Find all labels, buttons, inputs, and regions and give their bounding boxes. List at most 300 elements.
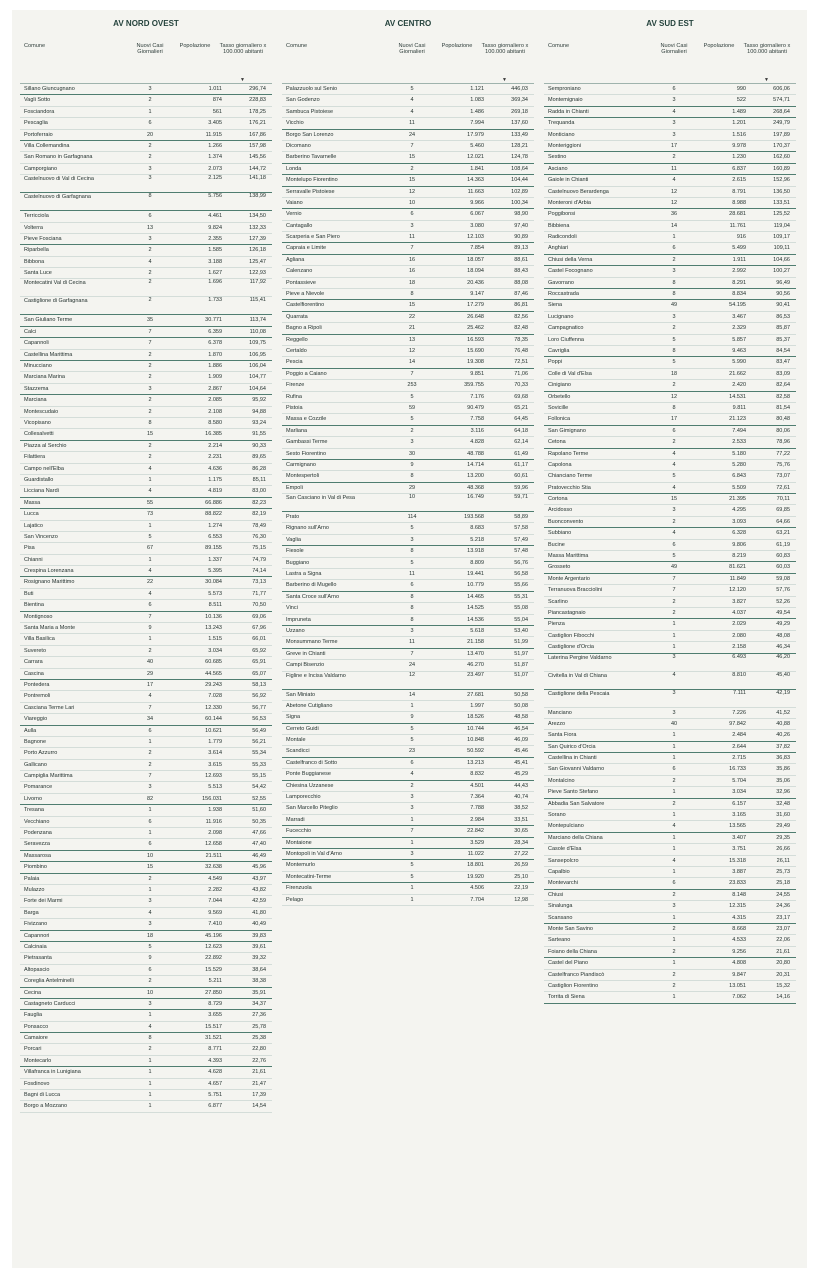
cell-nuovi-casi: 1 [410, 816, 414, 823]
cell-tasso: 106,04 [249, 363, 266, 370]
cell-popolazione: 1.515 [208, 636, 222, 643]
table-row [20, 976, 272, 987]
cell-tasso: 34,37 [252, 1000, 266, 1007]
cell-comune: Pomarance [24, 784, 53, 791]
table-row [544, 449, 796, 460]
cell-nuovi-casi: 1 [672, 789, 676, 796]
cell-tasso: 29,49 [776, 823, 790, 830]
table-row [282, 860, 534, 871]
cell-nuovi-casi: 11 [409, 571, 415, 578]
cell-nuovi-casi: 3 [410, 439, 414, 446]
cell-comune: Greve in Chianti [286, 650, 326, 657]
cell-nuovi-casi: 1 [672, 994, 676, 1001]
cell-comune: Sansepolcro [548, 857, 579, 864]
cell-tasso: 40,49 [252, 921, 266, 928]
cell-comune: Licciana Nardi [24, 488, 59, 495]
cell-tasso: 46,09 [514, 737, 528, 744]
cell-nuovi-casi: 4 [672, 461, 676, 468]
cell-comune: San Casciano in Val di Pesa [286, 495, 355, 502]
cell-comune: Subbiano [548, 530, 572, 537]
table-row [20, 828, 272, 839]
cell-comune: Montopoli in Val d'Arno [286, 851, 342, 857]
table-row [20, 395, 272, 406]
table-row [20, 384, 272, 395]
header-tasso[interactable]: Tasso giornaliero x 100.000 abitanti [219, 43, 267, 56]
cell-popolazione: 6.843 [732, 473, 746, 480]
cell-tasso: 88,61 [514, 256, 528, 263]
cell-tasso: 23,17 [776, 914, 790, 921]
cell-popolazione: 1.175 [208, 476, 222, 483]
cell-tasso: 93,24 [252, 419, 266, 426]
header-comune[interactable]: Comune [24, 43, 46, 49]
cell-tasso: 28,34 [514, 839, 528, 846]
cell-popolazione: 5.180 [732, 450, 746, 457]
cell-nuovi-casi: 6 [148, 841, 152, 848]
cell-popolazione: 23.833 [729, 880, 746, 887]
cell-tasso: 119,04 [773, 222, 790, 229]
cell-tasso: 73,13 [252, 579, 266, 586]
cell-tasso: 44,43 [514, 782, 528, 789]
cell-comune: Pieve Fosciana [24, 235, 62, 242]
header-popolazione[interactable]: Popolazione [441, 43, 473, 49]
cell-popolazione: 2.029 [732, 621, 746, 628]
cell-tasso: 45,96 [252, 864, 266, 871]
table-row [20, 475, 272, 486]
column-av-sud-est [544, 10, 796, 1004]
cell-tasso: 51,99 [514, 639, 528, 646]
cell-popolazione: 8.291 [732, 279, 746, 286]
table-row [20, 714, 272, 725]
table-header [20, 42, 272, 84]
cell-popolazione: 7.176 [470, 393, 484, 400]
cell-comune: Aulla [24, 727, 37, 734]
cell-tasso: 65,21 [514, 404, 528, 411]
header-comune[interactable]: Comune [548, 43, 570, 49]
cell-comune: Castagneto Carducci [24, 1000, 76, 1007]
header-nuovi-casi[interactable]: Nuovi Casi Giornalieri [660, 43, 688, 56]
cell-tasso: 63,21 [776, 530, 790, 537]
cell-nuovi-casi: 5 [410, 873, 414, 880]
table-row [20, 532, 272, 543]
cell-popolazione: 10.779 [467, 582, 484, 589]
cell-nuovi-casi: 6 [410, 582, 414, 589]
table-row [282, 626, 534, 637]
cell-popolazione: 14.714 [467, 461, 484, 468]
cell-popolazione: 10.848 [467, 737, 484, 744]
cell-tasso: 21,61 [776, 948, 790, 955]
cell-comune: Castelnuovo di Garfagnana [24, 194, 91, 201]
cell-tasso: 137,60 [511, 120, 528, 127]
cell-tasso: 110,08 [249, 328, 266, 335]
cell-tasso: 61,17 [514, 461, 528, 468]
cell-tasso: 39,32 [252, 955, 266, 962]
table-row [282, 494, 534, 512]
table-row [544, 175, 796, 186]
table-row [282, 523, 534, 534]
cell-tasso: 55,08 [514, 605, 528, 612]
cell-tasso: 76,30 [252, 533, 266, 540]
cell-popolazione: 8.683 [470, 525, 484, 532]
cell-comune: Calci [24, 328, 37, 335]
cell-comune: Villafranca in Lunigiana [24, 1069, 81, 1076]
cell-tasso: 109,75 [249, 340, 266, 347]
sort-desc-icon[interactable]: ▼ [764, 77, 769, 83]
table-row [20, 164, 272, 175]
table-row [544, 118, 796, 129]
table-row [20, 862, 272, 873]
cell-nuovi-casi: 49 [670, 564, 678, 571]
cell-comune: Castelfiorentino [286, 302, 325, 309]
sort-desc-icon[interactable]: ▼ [240, 77, 245, 83]
table-row [544, 821, 796, 832]
table-row [20, 350, 272, 361]
cell-popolazione: 1.337 [208, 556, 222, 563]
cell-tasso: 55,04 [514, 616, 528, 623]
cell-nuovi-casi: 3 [148, 921, 152, 928]
cell-popolazione: 90.479 [467, 404, 484, 411]
cell-tasso: 12,98 [514, 896, 528, 903]
cell-popolazione: 4.506 [470, 885, 484, 892]
cell-popolazione: 6.837 [732, 165, 746, 172]
cell-comune: Scarperia e San Piero [286, 234, 340, 241]
table-row [544, 141, 796, 152]
cell-popolazione: 1.011 [208, 86, 222, 92]
cell-comune: Marradi [286, 816, 305, 823]
header-comune[interactable]: Comune [286, 43, 308, 49]
cell-comune: Arezzo [548, 720, 566, 727]
cell-popolazione: 8.832 [470, 771, 484, 778]
cell-comune: Castel Focognano [548, 268, 593, 275]
cell-nuovi-casi: 1 [672, 869, 676, 875]
cell-nuovi-casi: 1 [410, 839, 414, 846]
cell-popolazione: 7.028 [208, 693, 222, 700]
cell-tasso: 82,64 [776, 382, 790, 389]
cell-popolazione: 11.022 [467, 851, 484, 857]
cell-comune: Pieve a Nievole [286, 291, 325, 298]
cell-nuovi-casi: 8 [672, 347, 676, 354]
cell-popolazione: 7.226 [732, 709, 746, 716]
cell-tasso: 78,96 [776, 439, 790, 446]
cell-comune: Semproniano [548, 86, 581, 92]
cell-tasso: 29,35 [776, 834, 790, 841]
cell-popolazione: 9.966 [470, 199, 484, 206]
cell-comune: Monteroni d'Arbia [548, 199, 591, 206]
cell-comune: Pietrasanta [24, 955, 52, 962]
cell-comune: Pratovecchio Stia [548, 484, 591, 491]
cell-comune: Casole d'Elsa [548, 846, 582, 853]
cell-comune: Castelfranco Piandiscò [548, 971, 605, 978]
cell-nuovi-casi: 10 [146, 989, 154, 996]
cell-comune: Lamporecchio [286, 794, 321, 801]
cell-nuovi-casi: 4 [672, 108, 676, 115]
table-row [282, 792, 534, 803]
cell-popolazione: 12.315 [729, 903, 746, 910]
cell-popolazione: 1.870 [208, 351, 222, 358]
cell-comune: Pistoia [286, 404, 303, 411]
cell-tasso: 55,31 [514, 593, 528, 600]
table-row [282, 849, 534, 860]
cell-tasso: 82,48 [514, 325, 528, 332]
cell-nuovi-casi: 17 [670, 142, 678, 149]
cell-popolazione: 4.808 [732, 960, 746, 967]
cell-popolazione: 9.256 [732, 948, 746, 955]
table-row [282, 312, 534, 323]
cell-comune: Cerreto Guidi [286, 725, 319, 732]
cell-comune: Buti [24, 590, 34, 597]
cell-comune: Colle di Val d'Elsa [548, 370, 592, 377]
cell-popolazione: 22.842 [467, 828, 484, 835]
cell-comune: Sarteano [548, 937, 571, 944]
cell-popolazione: 1.201 [732, 120, 746, 127]
cell-comune: Rapolano Terme [548, 450, 589, 457]
cell-comune: Orbetello [548, 393, 571, 400]
cell-tasso: 88,43 [514, 268, 528, 275]
table-row [20, 84, 272, 95]
table-row [282, 221, 534, 232]
cell-tasso: 71,06 [514, 370, 528, 377]
table-row [20, 1022, 272, 1033]
table-row [20, 257, 272, 268]
table-row [20, 771, 272, 782]
table-row [20, 1067, 272, 1078]
table-row [20, 1101, 272, 1112]
cell-tasso: 133,49 [511, 131, 528, 138]
cell-comune: Pescaglia [24, 120, 48, 127]
cell-popolazione: 9.811 [732, 404, 746, 411]
cell-popolazione: 3.188 [208, 258, 222, 265]
cell-comune: Foiano della Chiana [548, 948, 597, 955]
cell-tasso: 51,87 [514, 662, 528, 669]
cell-comune: Cinigiano [548, 382, 571, 389]
cell-tasso: 144,72 [249, 165, 266, 172]
cell-tasso: 95,92 [252, 397, 266, 404]
column-av-centro [282, 10, 534, 906]
table-row [20, 407, 272, 418]
cell-comune: Seravezza [24, 841, 50, 848]
cell-popolazione: 5.751 [208, 1092, 222, 1099]
cell-tasso: 46,20 [776, 653, 790, 660]
header-nuovi-casi[interactable]: Nuovi Casi Giornalieri [136, 43, 164, 56]
cell-comune: Ponte Buggianese [286, 771, 331, 778]
table-row [282, 535, 534, 546]
cell-nuovi-casi: 23 [408, 748, 416, 755]
cell-comune: San Marcello Piteglio [286, 805, 338, 812]
cell-comune: Massarosa [24, 852, 51, 859]
cell-comune: Castiglion Fibocchi [548, 632, 595, 639]
cell-comune: Massa [24, 499, 41, 506]
cell-nuovi-casi: 12 [670, 199, 678, 206]
cell-tasso: 65,92 [252, 647, 266, 654]
cell-tasso: 27,22 [514, 851, 528, 857]
cell-comune: Viareggio [24, 716, 48, 723]
cell-nuovi-casi: 8 [148, 419, 152, 426]
cell-comune: Terranuova Bracciolini [548, 587, 603, 594]
cell-popolazione: 1.886 [208, 363, 222, 370]
cell-popolazione: 8.791 [732, 188, 746, 195]
table-row [20, 338, 272, 349]
cell-tasso: 46,54 [514, 725, 528, 732]
cell-popolazione: 9.806 [732, 541, 746, 548]
table-row [20, 600, 272, 611]
table-row [20, 566, 272, 577]
column-title: AV SUD EST [646, 19, 694, 28]
table-row [20, 279, 272, 297]
cell-popolazione: 5.704 [732, 777, 746, 784]
table-row [20, 577, 272, 588]
cell-nuovi-casi: 4 [148, 258, 152, 265]
table-row [544, 107, 796, 118]
cell-nuovi-casi: 1 [410, 885, 414, 892]
cell-nuovi-casi: 16 [408, 268, 416, 275]
cell-comune: Cetona [548, 439, 566, 446]
cell-nuovi-casi: 1 [148, 108, 152, 115]
cell-comune: Gallicano [24, 761, 47, 768]
cell-nuovi-casi: 29 [408, 484, 416, 491]
table-row [20, 297, 272, 315]
cell-nuovi-casi: 2 [148, 875, 152, 882]
table-row [544, 981, 796, 992]
cell-popolazione: 6.378 [208, 340, 222, 347]
cell-nuovi-casi: 4 [148, 568, 152, 575]
cell-nuovi-casi: 14 [670, 222, 678, 229]
table-row [282, 198, 534, 209]
cell-nuovi-casi: 6 [148, 818, 152, 825]
cell-popolazione: 3.615 [208, 761, 222, 768]
cell-nuovi-casi: 55 [146, 499, 154, 506]
cell-comune: San Miniato [286, 691, 316, 698]
table-row [20, 521, 272, 532]
cell-comune: Montaione [286, 839, 312, 846]
table-row [282, 603, 534, 614]
table-row [282, 243, 534, 254]
table-row [282, 758, 534, 769]
table-row [282, 403, 534, 414]
cell-comune: Agliana [286, 256, 305, 263]
table-row [282, 278, 534, 289]
table-row [544, 787, 796, 798]
cell-nuovi-casi: 8 [410, 605, 414, 612]
cell-nuovi-casi: 40 [146, 659, 154, 666]
cell-comune: Montescudaio [24, 408, 59, 415]
cell-tasso: 55,33 [252, 761, 266, 768]
cell-tasso: 128,21 [511, 142, 528, 149]
cell-popolazione: 6.359 [208, 328, 222, 335]
cell-tasso: 100,34 [511, 199, 528, 206]
cell-popolazione: 7.111 [733, 689, 746, 696]
cell-popolazione: 2.085 [208, 397, 222, 404]
cell-nuovi-casi: 8 [148, 193, 152, 200]
cell-nuovi-casi: 2 [148, 454, 152, 461]
header-popolazione[interactable]: Popolazione [703, 43, 735, 49]
cell-tasso: 75,76 [776, 461, 790, 468]
cell-nuovi-casi: 6 [672, 86, 676, 92]
header-popolazione[interactable]: Popolazione [179, 43, 211, 49]
cell-nuovi-casi: 3 [672, 653, 676, 660]
table-row [282, 152, 534, 163]
cell-tasso: 55,15 [252, 773, 266, 780]
cell-popolazione: 45.196 [205, 932, 222, 939]
header-tasso[interactable]: Tasso giornaliero x 100.000 abitanti [743, 43, 791, 56]
table-row [20, 464, 272, 475]
cell-nuovi-casi: 40 [670, 720, 678, 727]
cell-popolazione: 7.854 [470, 245, 484, 252]
cell-popolazione: 31.521 [205, 1035, 222, 1042]
cell-popolazione: 4.828 [470, 439, 484, 446]
header-nuovi-casi[interactable]: Nuovi Casi Giornalieri [398, 43, 426, 56]
cell-comune: Asciano [548, 165, 568, 172]
cell-tasso: 25,10 [514, 873, 528, 880]
table-row [282, 649, 534, 660]
cell-tasso: 133,51 [773, 199, 790, 206]
table-row [282, 815, 534, 826]
cell-comune: Rufina [286, 393, 302, 400]
table-row [282, 323, 534, 334]
cell-comune: Cantagallo [286, 222, 313, 229]
cell-comune: Monticiano [548, 131, 575, 138]
cell-comune: Capannoli [24, 340, 49, 347]
cell-comune: Montecarlo [24, 1057, 52, 1064]
cell-nuovi-casi: 2 [410, 165, 414, 172]
sort-desc-icon[interactable]: ▼ [502, 77, 507, 83]
cell-comune: Pontedera [24, 681, 50, 688]
cell-popolazione: 11.663 [467, 188, 484, 195]
cell-popolazione: 8.511 [208, 602, 222, 609]
cell-popolazione: 3.407 [732, 834, 746, 841]
table-row [282, 164, 534, 175]
cell-tasso: 54,42 [252, 784, 266, 791]
cell-tasso: 98,90 [514, 211, 528, 218]
cell-popolazione: 13.918 [467, 548, 484, 555]
cell-tasso: 56,21 [252, 738, 266, 745]
cell-nuovi-casi: 3 [148, 898, 152, 905]
table-row [282, 690, 534, 701]
cell-nuovi-casi: 2 [672, 609, 676, 616]
cell-popolazione: 18.057 [467, 256, 484, 263]
cell-nuovi-casi: 11 [409, 234, 415, 241]
cell-comune: Montemignaio [548, 97, 583, 104]
cell-tasso: 104,77 [249, 374, 266, 381]
table-row [20, 953, 272, 964]
cell-comune: Volterra [24, 224, 43, 231]
table-row [20, 1090, 272, 1101]
cell-tasso: 65,91 [252, 659, 266, 666]
table-row [282, 357, 534, 368]
table-row [20, 118, 272, 129]
cell-nuovi-casi: 2 [672, 948, 676, 955]
cell-nuovi-casi: 2 [672, 971, 676, 978]
cell-popolazione: 8.771 [208, 1046, 222, 1053]
cell-tasso: 50,58 [514, 691, 528, 698]
cell-popolazione: 21.395 [729, 496, 746, 503]
cell-nuovi-casi: 2 [148, 247, 152, 254]
cell-popolazione: 1.911 [732, 256, 746, 263]
cell-popolazione: 11.761 [729, 222, 746, 229]
header-tasso[interactable]: Tasso giornaliero x 100.000 abitanti [481, 43, 529, 56]
cell-tasso: 170,37 [773, 142, 790, 149]
cell-nuovi-casi: 5 [410, 559, 414, 566]
table-row [544, 551, 796, 562]
cell-popolazione: 1.374 [208, 154, 222, 161]
cell-nuovi-casi: 15 [408, 154, 416, 161]
table-row [282, 769, 534, 780]
cell-popolazione: 8.729 [208, 1000, 222, 1007]
table-row [544, 403, 796, 414]
cell-popolazione: 8.219 [732, 553, 746, 560]
cell-popolazione: 3.405 [208, 120, 222, 127]
table-row [20, 429, 272, 440]
cell-nuovi-casi: 9 [148, 625, 152, 632]
cell-nuovi-casi: 12 [670, 188, 678, 195]
